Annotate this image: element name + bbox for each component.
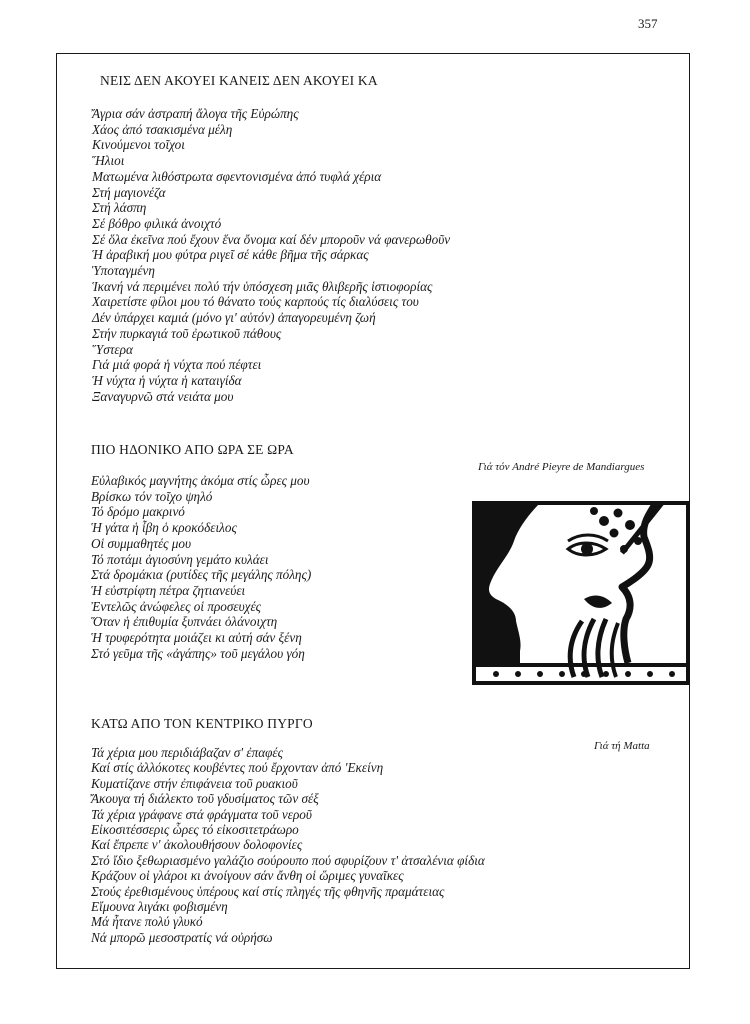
poem-2-lines [91,473,311,661]
poem-line: Ἐντελῶς ἀνώφελες οἱ προσευχές [91,598,261,614]
poem-line: Ἡ τρυφερότητα μοιάζει κι αὐτή σάν ξένη [91,630,302,646]
poem-dedication-2: Γιά τόν André Pieyre de Mandiargues [478,461,645,473]
poem-line: Δέν ὑπάρχει καμιά (μόνο γι' αὐτόν) ἀπαγορευμένη ζωή [92,310,376,326]
poem-line: Στή λάσπη [92,200,147,216]
poem-line: Ξαναγυρνῶ στά νειάτα μου [92,388,234,404]
poem-line: Εὐλαβικός μαγνήτης ἀκόμα στίς ὧρες μου [91,473,310,488]
poem-line: Ὅταν ἡ ἐπιθυμία ξυπνάει ὁλάνοιχτη [91,614,278,630]
poem-line: Στό ἴδιο ξεθωριασμένο γαλάζιο σούρουπο πού σφυρίζουν τ' ἀτσαλένια φίδια [91,852,485,868]
poem-line: Ἡ εὐστρίφτη πέτρα ζητιανεύει [91,582,246,598]
poem-line: Μά ἦτανε πολύ γλυκό [91,914,203,930]
poem-line: Στή μαγιονέζα [92,184,166,200]
poem-line: Στούς ἐρεθισμένους ὑπέρους καί στίς πληγές τῆς φθηνῆς πραμάτειας [91,883,445,899]
poem-line: Ἥλιοι [92,153,125,169]
poem-line: Σέ ὅλα ἐκεῖνα πού ἔχουν ἕνα ὄνομα καί δέν μποροῦν νά φανερωθοῦν [92,231,451,247]
poem-line: Οἱ συμμαθητές μου [91,535,192,551]
poem-line: Ἡ γάτα ἡ ἶβη ὁ κροκόδειλος [91,520,237,536]
poem-line: Τά χέρια μου περιδιάβαζαν σ' ἐπαφές [91,745,283,760]
poem-line: Ἡ νύχτα ἡ νύχτα ἡ καταιγίδα [92,372,242,388]
poem-title-3: ΚΑΤΩ ΑΠΟ ΤΟΝ ΚΕΝΤΡΙΚΟ ΠΥΡΓΟ [91,716,313,731]
page-number: 357 [638,16,658,31]
poem-line: Στά δρομάκια (ρυτίδες τῆς μεγάλης πόλης) [91,567,312,583]
poem-line: Καί ἔπρεπε ν' ἀκολουθήσουν δολοφονίες [91,837,303,853]
poem-line: Βρίσκω τόν τοῖχο ψηλό [91,488,213,504]
poem-title-1: ΝΕΙΣ ΔΕΝ ΑΚΟΥΕΙ ΚΑΝΕΙΣ ΔΕΝ ΑΚΟΥΕΙ ΚΑ [100,73,378,88]
poem-line: Στό γεῦμα τῆς «ἀγάπης» τοῦ μεγάλου γόη [91,645,305,661]
poem-line: Γιά μιά φορά ἡ νύχτα πού πέφτει [92,357,262,373]
poem-line: Χάος ἀπό τσακισμένα μέλη [92,121,233,137]
poem-line: Ὕστερα [92,341,133,357]
poem-line: Κράζουν οἱ γλάροι κι ἀνοίγουν σάν ἄνθη οἱ ὥριμες γυναῖκες [91,868,404,884]
poem-line: Σέ βόθρο φιλικά ἀνοιχτό [92,215,222,231]
poem-line: Τά χέρια γράφανε στά φράγματα τοῦ νεροῦ [91,806,312,822]
poem-line: Στήν πυρκαγιά τοῦ ἐρωτικοῦ πάθους [92,325,282,341]
poem-line: Ματωμένα λιθόστρωτα σφεντονισμένα ἀπό τυφλά χέρια [92,168,382,184]
poem-line: Εἰκοσιτέσσερις ὧρες τό εἰκοσιτετράωρο [91,822,299,838]
poem-line: Ὑποταγμένη [92,263,155,279]
poem-line: Εἴμουνα λιγάκι φοβισμένη [91,899,228,915]
poem-line: Κινούμενοι τοῖχοι [92,137,185,153]
poem-line: Ἄκουγα τή διάλεκτο τοῦ γδυσίματος τῶν σέξ [91,791,319,807]
two-faces-illustration [472,501,690,685]
poem-line: Ἡ ἀραβική μου φύτρα ριγεῖ σέ κάθε βῆμα τῆς σάρκας [92,247,369,263]
poem-1-lines [92,106,450,404]
poem-line: Ἱκανή νά περιμένει πολύ τήν ὑπόσχεση μιᾶς θλιβερῆς ἱστιοφορίας [92,278,433,294]
poem-line: Νά μπορῶ μεσοστρατίς νά οὐρήσω [91,929,273,945]
poem-line: Ἄγρια σάν ἀστραπή ἄλογα τῆς Εὐρώπης [92,106,299,121]
poem-dedication-3: Γιά τή Matta [594,740,650,752]
poem-line: Τό δρόμο μακρινό [91,504,185,520]
poem-line: Καί στίς ἀλλόκοτες κουβέντες πού ἔρχονταν ἀπό 'Εκείνη [91,760,384,776]
poem-line: Τό ποτάμι ἁγιοσύνη γεμάτο κυλάει [91,551,269,567]
poem-title-2: ΠΙΟ ΗΔΟΝΙΚΟ ΑΠΟ ΩΡΑ ΣΕ ΩΡΑ [91,442,294,457]
poem-line: Κυματίζανε στήν ἐπιφάνεια τοῦ ρυακιοῦ [91,775,298,791]
poem-line: Χαιρετίστε φίλοι μου τό θάνατο τούς καρπούς τίς διαλύσεις του [92,294,419,310]
poem-3-lines [91,745,485,945]
